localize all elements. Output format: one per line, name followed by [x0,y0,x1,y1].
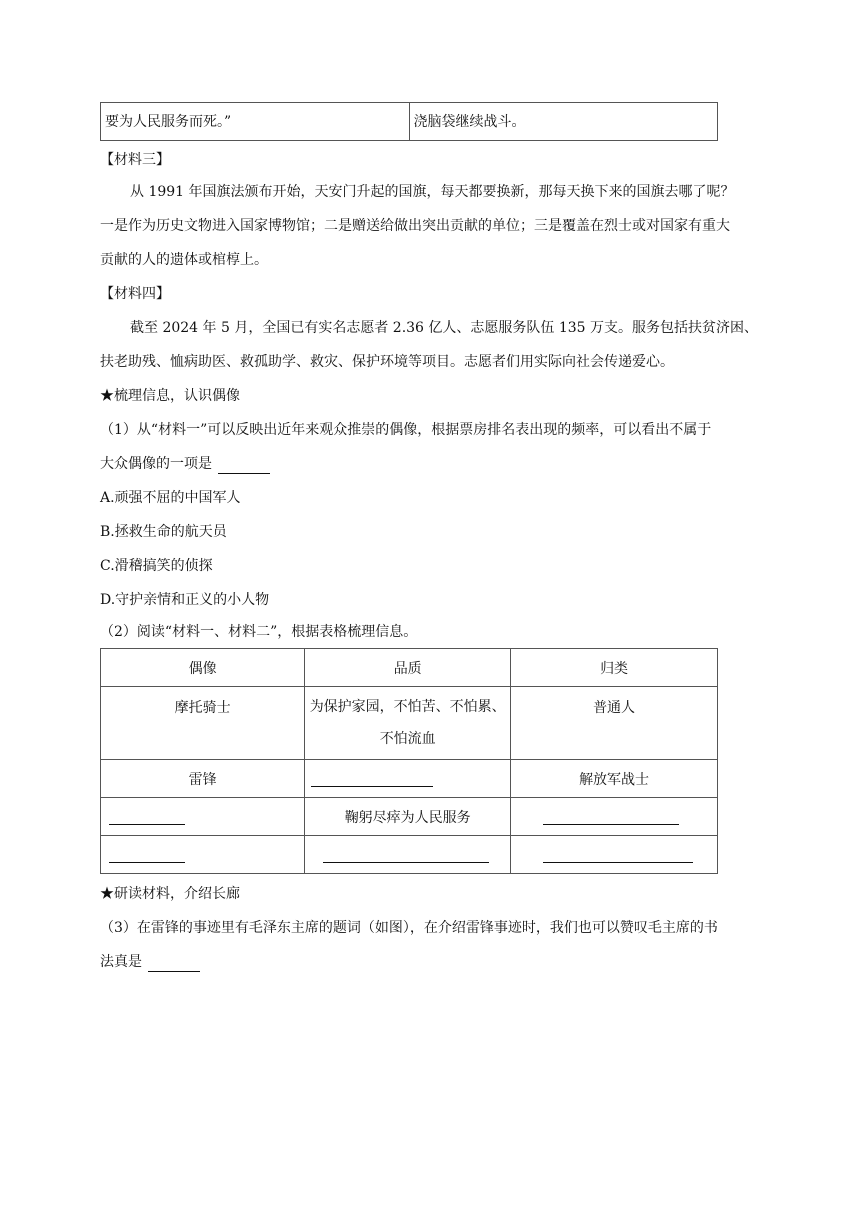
section2-title: ★研读材料，介绍长廊 [100,886,240,902]
q1-line-1: （1）从“材料一”可以反映出近年来观众推崇的偶像，根据票房排名表出现的频率，可以看出不属于 [100,422,712,438]
cell-text: 浇脑袋继续战斗。 [413,114,526,130]
q3-line-1: （3）在雷锋的事迹里有毛泽东主席的题词（如图），在介绍雷锋事迹时，我们也可以赞叹毛主席的书 [100,920,718,936]
cell-category: 普通人 [511,687,718,760]
answer-blank[interactable] [311,772,433,787]
q1-line-2 [100,454,780,474]
material3-line-2: 一是作为历史文物进入国家博物馆；二是赠送给做出突出贡献的单位；三是覆盖在烈士或对国家有重大 [100,218,730,234]
q3-prompt: 法真是 [100,954,142,970]
q2-text: （2）阅读“材料一、材料二”，根据表格梳理信息。 [100,624,418,640]
material3-line-3: 贡献的人的遗体或棺椁上。 [100,252,268,268]
table-cell [409,103,718,141]
cell-category-blank [511,798,718,836]
answer-blank[interactable] [218,459,270,474]
material4-heading: 【材料四】 [100,286,170,302]
cell-quality-blank [305,836,511,874]
table-row [101,103,718,141]
table-row [101,798,718,836]
answer-blank[interactable] [323,848,489,863]
cell-idol-blank [101,798,305,836]
cell-quality: 鞠躬尽瘁为人民服务 [305,798,511,836]
q1-option-c: C.滑稽搞笑的侦探 [100,558,213,574]
q1-option-d: D.守护亲情和正义的小人物 [100,592,270,608]
cell-quality [305,687,511,760]
header-idol: 偶像 [101,649,305,687]
material4-line-1: 截至 2024 年 5 月，全国已有实名志愿者 2.36 亿人、志愿服务队伍 135 万支。服务包括扶贫济困、 [130,320,759,336]
section1-title: ★梳理信息，认识偶像 [100,388,240,404]
cell-category-blank [511,836,718,874]
q3-line-2 [100,952,780,972]
table-header-row [101,649,718,687]
cell-text: 要为人民服务而死。” [105,114,232,130]
material4-line-2: 扶老助残、恤病助医、救孤助学、救灾、保护环境等项目。志愿者们用实际向社会传递爱心。 [100,354,674,370]
answer-blank[interactable] [543,848,693,863]
table-row [101,760,718,798]
answer-blank[interactable] [543,810,679,825]
q1-option-a: A.顽强不屈的中国军人 [100,490,241,506]
cell-idol-blank [101,836,305,874]
continued-table [100,102,718,141]
quality-line-1: 为保护家园，不怕苦、不怕累、 [309,699,506,715]
quality-line-2: 不怕流血 [379,731,436,747]
q1-option-b: B.拯救生命的航天员 [100,524,227,540]
answer-blank[interactable] [109,810,185,825]
cell-quality-blank [305,760,511,798]
table-row [101,687,718,760]
cell-category: 解放军战士 [511,760,718,798]
table-row [101,836,718,874]
q1-prompt: 大众偶像的一项是 [100,456,212,472]
material3-line-1: 从 1991 年国旗法颁布开始，天安门升起的国旗，每天都要换新，那每天换下来的国旗去哪了呢？ [130,184,735,200]
cell-idol: 雷锋 [101,760,305,798]
material3-heading: 【材料三】 [100,152,170,168]
header-quality: 品质 [305,649,511,687]
header-category: 归类 [511,649,718,687]
answer-blank[interactable] [109,848,185,863]
idol-table [100,648,718,874]
answer-blank[interactable] [148,957,200,972]
cell-idol: 摩托骑士 [101,687,305,760]
table-cell [101,103,410,141]
